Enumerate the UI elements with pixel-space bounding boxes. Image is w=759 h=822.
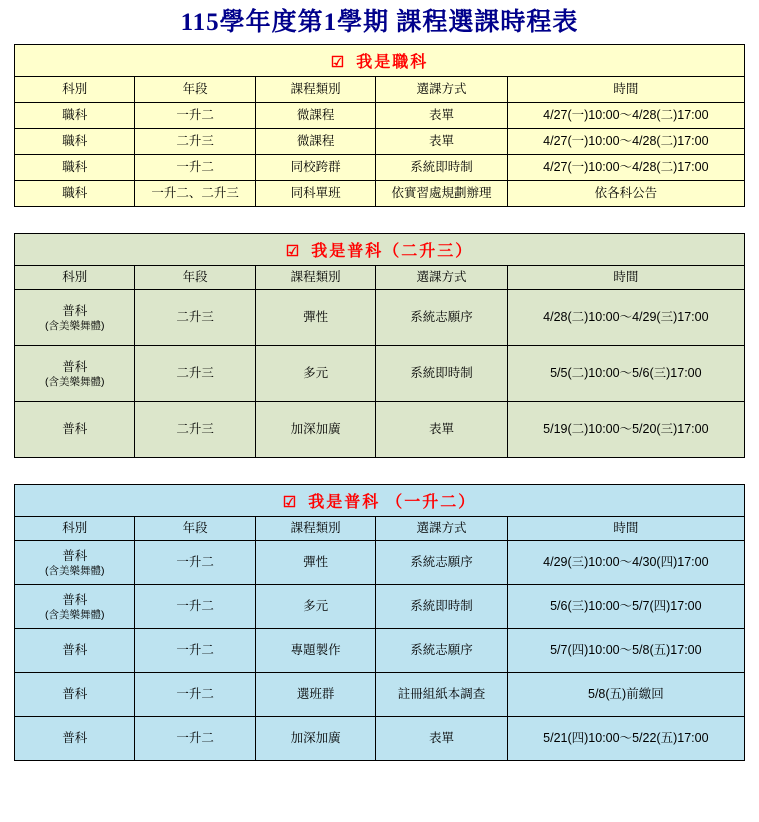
table-row [15, 181, 745, 207]
cell-method: 表單 [376, 129, 507, 155]
cell-course-type: 同校跨群 [255, 155, 375, 181]
section-vocational [14, 44, 745, 207]
cell-method: 系統志願序 [376, 290, 507, 346]
column-header-method: 選課方式 [376, 77, 507, 103]
cell-grade: 二升三 [135, 290, 255, 346]
table-row [15, 290, 745, 346]
cell-grade: 一升二 [135, 103, 255, 129]
section-banner-label: 我是普科 （一升二） [308, 494, 477, 511]
cell-course-type: 多元 [255, 585, 375, 629]
cell-method: 註冊組紙本調查 [376, 673, 507, 717]
section-banner-general-1to2 [14, 484, 745, 516]
schedule-table-vocational [14, 76, 745, 207]
cell-method: 系統即時制 [376, 346, 507, 402]
cell-dept: 普科 [15, 673, 135, 717]
column-header-time: 時間 [507, 517, 744, 541]
cell-time: 5/21(四)10:00～5/22(五)17:00 [507, 717, 744, 761]
table-row [15, 717, 745, 761]
table-row [15, 155, 745, 181]
check-box-icon: ☑ [330, 55, 347, 71]
cell-course-type: 彈性 [255, 290, 375, 346]
cell-dept: 普科 [15, 402, 135, 458]
cell-time: 4/28(二)10:00～4/29(三)17:00 [507, 290, 744, 346]
cell-dept: 職科 [15, 155, 135, 181]
table-row [15, 402, 745, 458]
cell-grade: 二升三 [135, 402, 255, 458]
cell-grade: 二升三 [135, 346, 255, 402]
cell-time: 4/29(三)10:00～4/30(四)17:00 [507, 541, 744, 585]
cell-method: 系統即時制 [376, 585, 507, 629]
document-page [0, 8, 759, 822]
table-row [15, 541, 745, 585]
table-row [15, 673, 745, 717]
check-box-icon: ☑ [285, 244, 302, 260]
cell-course-type: 加深加廣 [255, 717, 375, 761]
cell-method: 系統志願序 [376, 629, 507, 673]
table-row [15, 103, 745, 129]
table-row [15, 346, 745, 402]
cell-dept: 普科 [15, 717, 135, 761]
cell-dept-main: 普科 [62, 359, 88, 374]
cell-dept [15, 290, 135, 346]
cell-time: 5/7(四)10:00～5/8(五)17:00 [507, 629, 744, 673]
schedule-table-general-1to2 [14, 516, 745, 761]
cell-time: 5/8(五)前繳回 [507, 673, 744, 717]
column-header-dept: 科別 [15, 266, 135, 290]
cell-course-type: 加深加廣 [255, 402, 375, 458]
cell-course-type: 微課程 [255, 103, 375, 129]
cell-method: 表單 [376, 717, 507, 761]
cell-dept-main: 普科 [62, 592, 88, 607]
cell-dept [15, 541, 135, 585]
column-header-course-type: 課程類別 [255, 266, 375, 290]
column-header-grade: 年段 [135, 517, 255, 541]
table-header-row [15, 266, 745, 290]
cell-time: 4/27(一)10:00～4/28(二)17:00 [507, 103, 744, 129]
page-title: 115學年度第1學期 課程選課時程表 [180, 9, 579, 36]
cell-course-type: 選班群 [255, 673, 375, 717]
cell-grade: 一升二、二升三 [135, 181, 255, 207]
cell-time: 5/5(二)10:00～5/6(三)17:00 [507, 346, 744, 402]
cell-grade: 一升二 [135, 155, 255, 181]
cell-grade: 一升二 [135, 673, 255, 717]
column-header-time: 時間 [507, 77, 744, 103]
cell-course-type: 多元 [255, 346, 375, 402]
cell-dept: 職科 [15, 103, 135, 129]
cell-dept: 職科 [15, 129, 135, 155]
table-row [15, 585, 745, 629]
cell-course-type: 同科單班 [255, 181, 375, 207]
cell-method: 系統志願序 [376, 541, 507, 585]
column-header-grade: 年段 [135, 266, 255, 290]
cell-grade: 一升二 [135, 717, 255, 761]
column-header-grade: 年段 [135, 77, 255, 103]
cell-dept [15, 346, 135, 402]
cell-course-type: 彈性 [255, 541, 375, 585]
cell-course-type: 專題製作 [255, 629, 375, 673]
table-row [15, 629, 745, 673]
column-header-method: 選課方式 [376, 266, 507, 290]
cell-dept-main: 普科 [62, 303, 88, 318]
cell-dept-note: (含美樂舞體) [44, 564, 105, 577]
cell-course-type: 微課程 [255, 129, 375, 155]
section-general-1to2 [14, 484, 745, 761]
cell-grade: 一升二 [135, 585, 255, 629]
column-header-course-type: 課程類別 [255, 77, 375, 103]
table-header-row [15, 517, 745, 541]
column-header-method: 選課方式 [376, 517, 507, 541]
cell-dept: 職科 [15, 181, 135, 207]
cell-method: 系統即時制 [376, 155, 507, 181]
section-banner-general-2to3 [14, 233, 745, 265]
cell-dept-note: (含美樂舞體) [44, 319, 105, 332]
section-banner-vocational [14, 44, 745, 76]
table-row [15, 129, 745, 155]
schedule-table-general-2to3 [14, 265, 745, 458]
section-banner-label: 我是普科（二升三） [311, 243, 474, 260]
cell-method: 依實習處規劃辦理 [376, 181, 507, 207]
column-header-time: 時間 [507, 266, 744, 290]
cell-time: 5/19(二)10:00～5/20(三)17:00 [507, 402, 744, 458]
cell-time: 4/27(一)10:00～4/28(二)17:00 [507, 129, 744, 155]
cell-time: 依各科公告 [507, 181, 744, 207]
section-banner-label: 我是職科 [356, 54, 429, 71]
table-header-row [15, 77, 745, 103]
cell-time: 4/27(一)10:00～4/28(二)17:00 [507, 155, 744, 181]
cell-grade: 二升三 [135, 129, 255, 155]
column-header-course-type: 課程類別 [255, 517, 375, 541]
column-header-dept: 科別 [15, 77, 135, 103]
cell-dept [15, 585, 135, 629]
section-general-2to3 [14, 233, 745, 458]
cell-time: 5/6(三)10:00～5/7(四)17:00 [507, 585, 744, 629]
check-box-icon: ☑ [282, 495, 299, 511]
cell-method: 表單 [376, 103, 507, 129]
cell-dept: 普科 [15, 629, 135, 673]
cell-dept-note: (含美樂舞體) [44, 608, 105, 621]
cell-grade: 一升二 [135, 541, 255, 585]
cell-method: 表單 [376, 402, 507, 458]
cell-grade: 一升二 [135, 629, 255, 673]
cell-dept-main: 普科 [62, 548, 88, 563]
column-header-dept: 科別 [15, 517, 135, 541]
cell-dept-note: (含美樂舞體) [44, 375, 105, 388]
